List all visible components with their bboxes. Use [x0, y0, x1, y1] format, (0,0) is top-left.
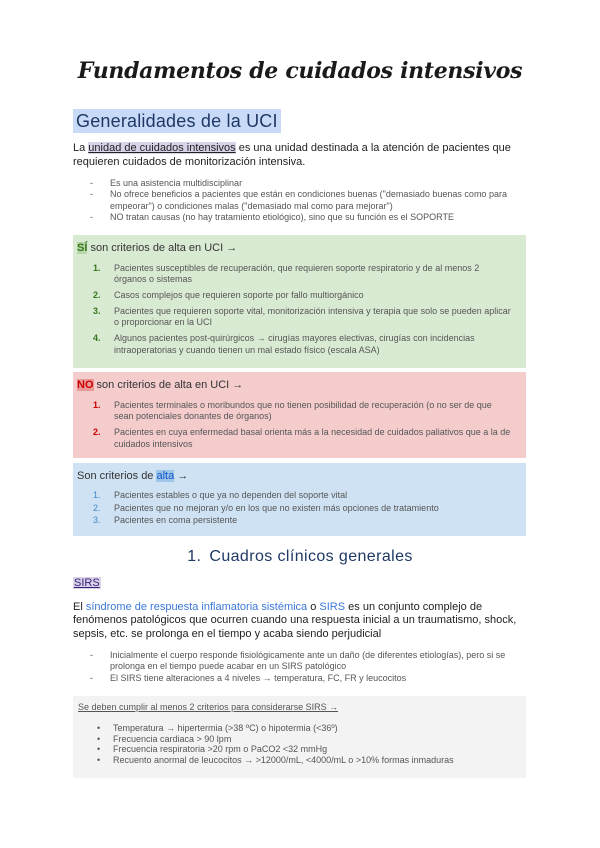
list-item [93, 515, 513, 526]
list-item: • Temperatura → hipertermia (>38 ºC) o hipotermia (<36º) [93, 723, 513, 734]
list-item: - El SIRS tiene alteraciones a 4 niveles → temperatura, FC, FR y leucocitos [90, 673, 530, 684]
list-item-text: Pacientes en cuya enfermedad basal orienta más a la necesidad de cuidados paliativos que a la de cuidados intensivos [114, 427, 511, 449]
no-mark: NO [77, 379, 94, 391]
list-item [93, 427, 513, 450]
list-item-text: Pacientes que no mejoran y/o en los que no existen más opciones de tratamiento [114, 502, 439, 513]
criteria-box-si-title [77, 241, 237, 255]
page-title: Fundamentos de cuidados intensivos [77, 58, 523, 84]
list-item [93, 490, 513, 501]
list-item [93, 263, 513, 286]
sirs-paragraph [73, 601, 528, 641]
no-criteria-list [93, 400, 513, 454]
list-item-text: Algunos pacientes post-quirúrgicos → cirugías mayores electivas, cirugías con incidencias intraoperatorias y cuando tienen un mal estado físico (escala ASA) [114, 333, 475, 355]
list-item: • Frecuencia cardiaca > 90 lpm [93, 734, 513, 745]
list-number: 2. [93, 290, 101, 301]
list-number: 1. [93, 263, 101, 273]
list-item [93, 290, 513, 301]
list-item-text: Pacientes estables o que ya no dependen del soporte vital [114, 490, 348, 500]
generalidades-list [90, 178, 530, 224]
list-item-text: Pacientes susceptibles de recuperación, que requieren soporte respiratorio y de al menos 2 órganos o sistemas [114, 263, 480, 285]
intro-highlight-term: unidad de cuidados intensivos [88, 142, 236, 154]
list-item-text: Pacientes terminales o moribundos que no tienen posibilidad de recuperación (o no ser de que sean potenciales donantes de órganos) [114, 400, 492, 422]
no-title-text: son criterios de alta en UCI → [93, 379, 244, 391]
list-item [93, 306, 513, 329]
sirs-notes-list [90, 650, 530, 685]
alta-title-pre: Son criterios de [77, 470, 157, 482]
list-item: • Recuento anormal de leucocitos → >12000/mL, <4000/mL o >10% formas inmaduras [93, 755, 513, 766]
para-post: es un conjunto complejo de fenómenos patológicos que ocurren cuando una respuesta inicial a un traumatismo, shock, sepsis, etc. se prolonga en el tiempo y acaba siendo perjudicial [73, 601, 517, 640]
list-item: - Inicialmente el cuerpo responde fisiológicamente ante un daño (de diferentes etiologías), pero si se prolonga en el tiempo puede acabar en un SIRS patológico [90, 650, 530, 673]
list-item-text: Casos complejos que requieren soporte por fallo multiorgánico [114, 290, 364, 301]
list-item: • Frecuencia respiratoria >20 rpm o PaCO2 <32 mmHg [93, 744, 513, 755]
list-number: 2. [93, 427, 101, 438]
list-number: 1. [93, 490, 101, 500]
sirs-subheading: SIRS [74, 577, 100, 589]
list-item-text: Pacientes que requieren soporte vital, monitorización intensiva y terapia que solo se pueden aplicar o proporcionar en la UCI [114, 306, 511, 328]
list-number: 3. [93, 306, 101, 316]
si-title-text: son criterios de alta en UCI → [87, 242, 238, 254]
list-number: 4. [93, 333, 101, 344]
list-item [93, 333, 513, 356]
criteria-box-no-title [77, 378, 243, 392]
para-abbr: SIRS [319, 601, 346, 613]
alta-mark: alta [156, 470, 175, 482]
list-item: - NO tratan causas (no hay tratamiento etiológico), sino que su función es el SOPORTE [90, 212, 530, 223]
intro-text-post: es una unidad destinada a la atención de pacientes que requieren cuidados de monitorización intensiva. [73, 142, 511, 168]
list-item: - Es una asistencia multidisciplinar [90, 178, 530, 189]
para-mid: o [307, 601, 320, 613]
intro-text-pre: La [73, 142, 89, 154]
list-number: 2. [93, 502, 101, 513]
list-item-text: Pacientes en coma persistente [114, 515, 238, 526]
alta-title-text: → [174, 470, 189, 482]
para-pre: El [73, 601, 86, 613]
criteria-box-no [73, 372, 526, 458]
alta-criteria-list [93, 490, 513, 528]
section-heading-text: Cuadros clínicos generales [209, 548, 413, 565]
list-item: - No ofrece beneficios a pacientes que están en condiciones buenas ("demasiado buenas como para empeorar") o condiciones malas ("demasiado mal como para mejorar") [90, 189, 530, 212]
section-heading-cuadros [0, 548, 600, 566]
si-mark: SÍ [77, 242, 88, 254]
sirs-criteria-title: Se deben cumplir al menos 2 criterios para considerarse SIRS → [78, 702, 339, 712]
list-number: 3. [93, 515, 101, 526]
section-number: 1. [187, 548, 202, 565]
list-item [93, 503, 513, 514]
sirs-criteria-box [73, 696, 526, 778]
criteria-box-si [73, 235, 526, 368]
si-criteria-list [93, 263, 513, 360]
para-term: síndrome de respuesta inflamatoria sistémica [85, 601, 308, 613]
sirs-criteria-list [93, 723, 513, 765]
list-item [93, 400, 513, 423]
intro-paragraph [73, 141, 528, 169]
section-heading-generalidades: Generalidades de la UCI [73, 109, 281, 133]
criteria-box-alta [73, 463, 526, 536]
criteria-box-alta-title [77, 469, 188, 483]
list-number: 1. [93, 400, 101, 410]
